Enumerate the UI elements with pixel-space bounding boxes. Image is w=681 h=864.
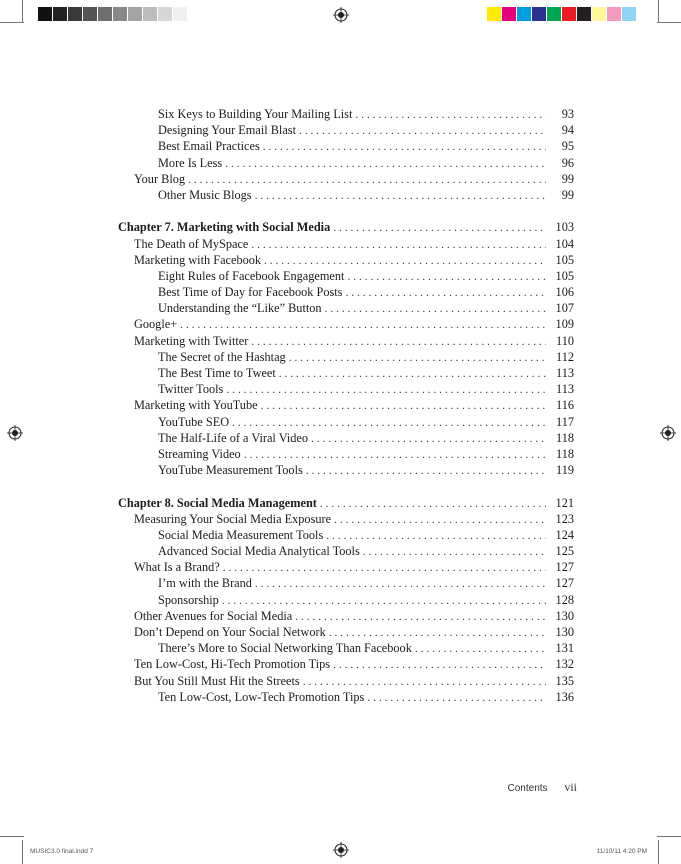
toc-leader-dots xyxy=(326,528,546,544)
toc-entry-row xyxy=(118,268,574,284)
grayscale-swatch xyxy=(143,7,158,21)
toc-entry-row xyxy=(118,640,574,656)
toc-leader-dots xyxy=(225,156,546,172)
toc-leader-dots xyxy=(347,269,546,285)
toc-entry-row xyxy=(118,171,574,187)
toc-page-number: 113 xyxy=(556,382,574,397)
toc-spacer xyxy=(118,478,574,494)
toc-entry-title: Chapter 8. Social Media Management xyxy=(118,495,317,510)
toc-page-number: 130 xyxy=(555,608,574,623)
toc-leader-dots xyxy=(325,301,546,317)
toc-leader-dots xyxy=(303,674,546,690)
toc-leader-dots xyxy=(306,463,546,479)
color-swatch xyxy=(562,7,577,21)
toc-leader-dots xyxy=(251,237,546,253)
toc-entry-row xyxy=(118,527,574,543)
toc-leader-dots xyxy=(232,415,546,431)
color-swatch xyxy=(592,7,607,21)
toc-entry-title: Other Avenues for Social Media xyxy=(134,608,293,623)
toc-entry-title: Six Keys to Building Your Mailing List xyxy=(158,107,353,121)
toc-entry-title: Advanced Social Media Analytical Tools xyxy=(158,544,360,559)
grayscale-swatch xyxy=(158,7,173,21)
toc-entry-title: Marketing with Twitter xyxy=(134,333,249,348)
toc-entry-title: The Secret of the Hashtag xyxy=(158,349,286,364)
toc-leader-dots xyxy=(226,382,546,398)
crop-mark xyxy=(0,22,24,23)
toc-entry-row xyxy=(118,462,574,478)
toc-entry-title: Understanding the “Like” Button xyxy=(158,301,322,316)
toc-entry-title: Sponsorship xyxy=(158,592,219,607)
toc-entry-title: Marketing with Facebook xyxy=(134,252,262,267)
toc-leader-dots xyxy=(279,366,546,382)
toc-page-number: 136 xyxy=(555,689,574,704)
registration-mark-icon xyxy=(660,425,676,441)
toc-leader-dots xyxy=(367,690,546,706)
toc-entry-row xyxy=(118,236,574,252)
grayscale-swatch xyxy=(128,7,143,21)
toc-leader-dots xyxy=(329,625,546,641)
toc-entry-row xyxy=(118,106,574,122)
toc-leader-dots xyxy=(255,576,546,592)
toc-page-number: 131 xyxy=(555,641,574,656)
slug-timestamp: 11/10/11 4:20 PM xyxy=(596,848,647,855)
toc-entry-row xyxy=(118,349,574,365)
color-swatch xyxy=(502,7,517,21)
toc-page-number: 121 xyxy=(555,495,574,510)
toc-entry-row xyxy=(118,592,574,608)
toc-page-number: 99 xyxy=(561,187,574,202)
toc-entry-title: The Best Time to Tweet xyxy=(158,366,276,380)
page-number: vii xyxy=(564,780,577,794)
grayscale-swatch xyxy=(98,7,113,21)
toc-entry-title: The Death of MySpace xyxy=(134,236,249,251)
toc-entry-title: Eight Rules of Facebook Engagement xyxy=(158,268,345,283)
color-swatch xyxy=(487,7,502,21)
toc-chapter-row xyxy=(118,219,574,235)
toc-entry-title: I’m with the Brand xyxy=(158,576,252,591)
toc-entry-title: Other Music Blogs xyxy=(158,187,252,202)
color-swatch xyxy=(532,7,547,21)
toc-entry-row xyxy=(118,608,574,624)
toc-leader-dots xyxy=(222,593,546,609)
toc-page-number: 118 xyxy=(556,446,574,461)
color-swatch xyxy=(607,7,622,21)
page-footer xyxy=(508,780,577,795)
toc-leader-dots xyxy=(264,253,546,269)
toc-entry-row xyxy=(118,187,574,203)
toc-leader-dots xyxy=(415,641,546,657)
toc-entry-title: Chapter 7. Marketing with Social Media xyxy=(118,220,331,235)
crop-mark xyxy=(657,836,681,837)
toc-leader-dots xyxy=(180,317,546,333)
grayscale-bar xyxy=(38,7,188,21)
toc-page-number: 119 xyxy=(556,463,574,478)
toc-leader-dots xyxy=(334,512,546,528)
toc-page-number: 107 xyxy=(555,301,574,316)
toc-entry-title: More Is Less xyxy=(158,155,223,170)
toc-entry-title: Measuring Your Social Media Exposure xyxy=(134,511,332,526)
toc-page-number: 124 xyxy=(555,527,574,542)
registration-mark-icon xyxy=(7,425,23,441)
toc-entry-row xyxy=(118,446,574,462)
toc-page-number: 95 xyxy=(561,139,574,154)
toc-page-number: 127 xyxy=(555,576,574,591)
toc-page-number: 123 xyxy=(555,511,574,526)
toc-page-number: 103 xyxy=(555,220,574,235)
toc-entry-title: Social Media Measurement Tools xyxy=(158,527,324,542)
toc-leader-dots xyxy=(188,172,546,188)
toc-entry-row xyxy=(118,381,574,397)
grayscale-swatch xyxy=(53,7,68,21)
toc-page-number: 105 xyxy=(555,268,574,283)
toc-entry-title: But You Still Must Hit the Streets xyxy=(134,673,300,688)
registration-mark-icon xyxy=(333,842,349,858)
toc-entry-title: Your Blog xyxy=(134,171,186,186)
toc-entry-row xyxy=(118,316,574,332)
registration-mark-icon xyxy=(333,7,349,23)
color-swatch xyxy=(547,7,562,21)
toc-page-number: 96 xyxy=(561,155,574,170)
toc-entry-title: Ten Low-Cost, Hi-Tech Promotion Tips xyxy=(134,657,331,672)
toc-leader-dots xyxy=(251,334,546,350)
toc-leader-dots xyxy=(261,398,546,414)
toc-page-number: 99 xyxy=(561,171,574,186)
toc-leader-dots xyxy=(244,447,546,463)
toc-page-number: 110 xyxy=(556,333,574,348)
toc-entry-title: Best Email Practices xyxy=(158,139,260,154)
grayscale-swatch xyxy=(173,7,188,21)
grayscale-swatch xyxy=(68,7,83,21)
toc-page-number: 112 xyxy=(556,349,574,364)
toc-page-number: 125 xyxy=(555,544,574,559)
toc-entry-title: What Is a Brand? xyxy=(134,560,220,575)
toc-page-number: 105 xyxy=(555,252,574,267)
toc-page-number: 127 xyxy=(555,560,574,575)
toc-entry-row xyxy=(118,333,574,349)
toc-page-number: 94 xyxy=(561,123,574,138)
toc-entry-row xyxy=(118,252,574,268)
toc-spacer xyxy=(118,203,574,219)
toc-entry-row xyxy=(118,689,574,705)
toc-entry-title: Ten Low-Cost, Low-Tech Promotion Tips xyxy=(158,689,365,704)
toc-entry-row xyxy=(118,543,574,559)
toc-entry-row xyxy=(118,511,574,527)
toc-page-number: 93 xyxy=(561,107,574,121)
toc-leader-dots xyxy=(311,431,546,447)
toc-entry-row xyxy=(118,430,574,446)
toc-leader-dots xyxy=(345,285,546,301)
toc-entry-title: Marketing with YouTube xyxy=(134,398,258,413)
grayscale-swatch xyxy=(83,7,98,21)
toc-page-number: 132 xyxy=(555,657,574,672)
toc-entry-title: There’s More to Social Networking Than Facebook xyxy=(158,641,412,656)
toc-entry-row xyxy=(118,155,574,171)
grayscale-swatch xyxy=(113,7,128,21)
toc-entry-title: Designing Your Email Blast xyxy=(158,123,297,138)
toc-leader-dots xyxy=(255,188,546,204)
crop-mark xyxy=(22,0,23,22)
toc-leader-dots xyxy=(320,496,546,512)
toc-page-number: 109 xyxy=(555,317,574,332)
toc-entry-title: Twitter Tools xyxy=(158,382,224,397)
toc-entry-row xyxy=(118,673,574,689)
toc-entry-row xyxy=(118,575,574,591)
footer-section-label: Contents xyxy=(507,783,548,794)
color-swatch xyxy=(577,7,592,21)
crop-mark xyxy=(658,0,659,22)
color-swatch xyxy=(517,7,532,21)
color-bar xyxy=(487,7,637,21)
toc-leader-dots xyxy=(289,350,546,366)
toc-page-number: 113 xyxy=(556,366,574,380)
toc-entry-title: Don’t Depend on Your Social Network xyxy=(134,625,326,639)
table-of-contents xyxy=(118,106,574,705)
toc-entry-row xyxy=(118,397,574,413)
toc-entry-title: The Half-Life of a Viral Video xyxy=(158,430,309,445)
toc-leader-dots xyxy=(299,123,546,139)
toc-entry-row xyxy=(118,300,574,316)
grayscale-swatch xyxy=(38,7,53,21)
toc-entry-row xyxy=(118,414,574,430)
toc-leader-dots xyxy=(355,107,546,123)
toc-page-number: 135 xyxy=(555,673,574,688)
toc-entry-title: YouTube Measurement Tools xyxy=(158,463,303,478)
toc-entry-row xyxy=(118,365,574,381)
toc-entry-title: Google+ xyxy=(134,317,178,332)
toc-page-number: 118 xyxy=(556,430,574,445)
toc-entry-title: YouTube SEO xyxy=(158,414,230,429)
toc-page-number: 106 xyxy=(555,285,574,300)
toc-page-number: 116 xyxy=(556,398,574,413)
toc-page-number: 104 xyxy=(555,236,574,251)
slug-filename: MUSIC3.0 final.indd 7 xyxy=(30,848,94,855)
toc-entry-row xyxy=(118,138,574,154)
toc-entry-title: Best Time of Day for Facebook Posts xyxy=(158,285,343,300)
crop-mark xyxy=(658,840,659,864)
toc-page-number: 128 xyxy=(555,592,574,607)
toc-leader-dots xyxy=(333,220,546,236)
toc-leader-dots xyxy=(263,139,546,155)
toc-leader-dots xyxy=(295,609,546,625)
toc-page-number: 130 xyxy=(555,625,574,639)
toc-chapter-row xyxy=(118,495,574,511)
toc-entry-row xyxy=(118,284,574,300)
toc-entry-row xyxy=(118,559,574,575)
toc-entry-row xyxy=(118,624,574,640)
toc-leader-dots xyxy=(223,560,546,576)
color-swatch xyxy=(622,7,637,21)
toc-entry-row xyxy=(118,656,574,672)
toc-leader-dots xyxy=(363,544,546,560)
crop-mark xyxy=(657,22,681,23)
toc-entry-title: Streaming Video xyxy=(158,446,241,461)
toc-page-number: 117 xyxy=(556,414,574,429)
crop-mark xyxy=(0,836,24,837)
toc-entry-row xyxy=(118,122,574,138)
toc-leader-dots xyxy=(333,657,546,673)
crop-mark xyxy=(22,840,23,864)
